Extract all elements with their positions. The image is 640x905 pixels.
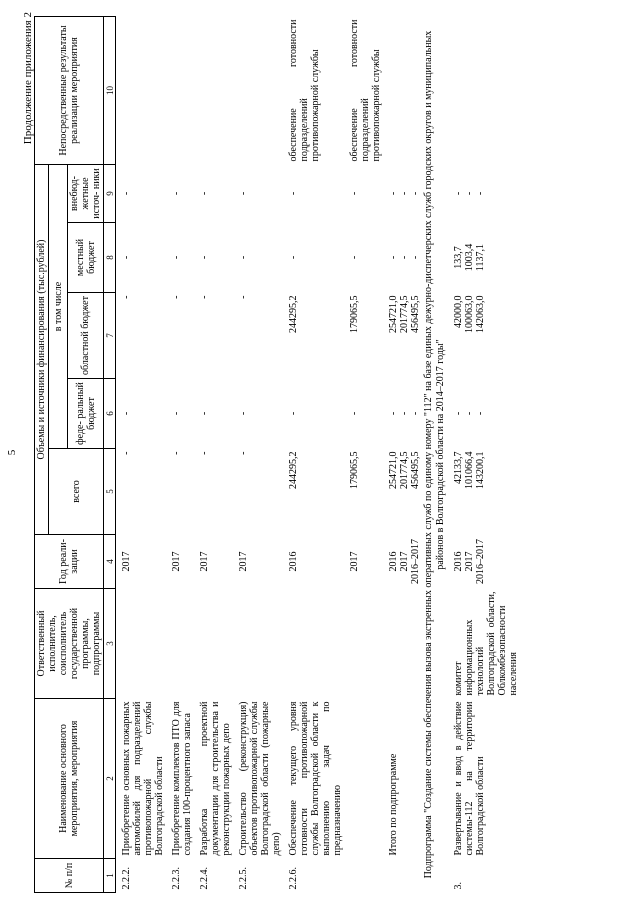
row-name: Обеспечение текущего уровня готовности противопожарной службы Волгоградской области к выполнению задач по предназначению <box>288 701 343 856</box>
row-regional <box>116 293 167 379</box>
row-regional <box>383 293 422 379</box>
row-federal-value: - <box>349 411 360 416</box>
row-result <box>116 17 167 165</box>
row-extrabudget <box>448 165 520 223</box>
column-number: 3 <box>104 589 116 699</box>
row-total-value: - <box>238 451 249 455</box>
row-year-value: 2017 <box>399 551 410 572</box>
row-result <box>448 17 520 165</box>
row-total <box>233 449 283 535</box>
row-total-value: 143200,1 <box>475 451 486 489</box>
column-numbers-row <box>104 17 116 893</box>
row-regional-value: 244295,2 <box>288 295 299 333</box>
row-regional <box>194 293 233 379</box>
row-local <box>194 223 233 293</box>
row-extrabudget-value: - <box>410 191 421 196</box>
header-financing: Объемы и источники финансирования (тыс.рублей) <box>35 165 49 535</box>
column-number: 4 <box>104 535 116 589</box>
header-total: всего <box>49 449 104 535</box>
row-federal-value: - <box>399 411 410 416</box>
row-name: Приобретение комплектов ПТО для создания 100-процентного запаса <box>171 701 193 856</box>
row-local <box>448 223 520 293</box>
page-number: 5 <box>6 449 18 456</box>
row-regional-value: 100063,0 <box>464 295 475 333</box>
row-responsible <box>194 589 233 699</box>
row-year-value: 2016 <box>388 551 399 572</box>
row-responsible <box>233 589 283 699</box>
row-year-value: 2017 <box>121 551 132 572</box>
header-year: Год реали- зации <box>35 535 104 589</box>
row-extrabudget <box>166 165 194 223</box>
row-local-value: - <box>388 255 399 260</box>
row-extrabudget-value: - <box>349 191 360 196</box>
row-extrabudget <box>194 165 233 223</box>
row-number: 2.2.6. <box>288 867 299 890</box>
row-extrabudget-value: - <box>475 191 486 196</box>
row-result <box>166 17 194 165</box>
row-total-value: - <box>199 451 210 455</box>
row-federal <box>194 379 233 449</box>
row-federal <box>448 379 520 449</box>
row-regional <box>283 293 344 379</box>
row-federal-value: - <box>453 411 464 416</box>
row-local-value: - <box>288 255 299 260</box>
row-result <box>383 17 422 165</box>
row-local-value: 1137,1 <box>475 243 486 272</box>
row-local-value: - <box>199 255 210 260</box>
row-federal-value: - <box>388 411 399 416</box>
row-year <box>116 535 167 589</box>
row-number: 2.2.4. <box>199 867 210 890</box>
row-extrabudget <box>116 165 167 223</box>
row-regional-value: 201774,5 <box>399 295 410 333</box>
row-local-value: 1003,4 <box>464 243 475 272</box>
column-number: 7 <box>104 293 116 379</box>
row-extrabudget-value: - <box>288 191 299 196</box>
row-extrabudget <box>344 165 383 223</box>
row-year-value: 2016–2017 <box>475 539 486 584</box>
header-results: Непосредственные результаты реализации мероприятия <box>35 17 104 165</box>
header-including: в том числе <box>49 165 68 449</box>
row-local <box>233 223 283 293</box>
subprogram-row <box>422 17 448 893</box>
row-local <box>344 223 383 293</box>
row-local-value: 133,7 <box>453 246 464 269</box>
row-federal-value: - <box>410 411 421 416</box>
row-local <box>116 223 167 293</box>
row-total-value: 201774,5 <box>399 451 410 489</box>
table-row <box>233 17 283 893</box>
table-row <box>383 17 422 893</box>
row-federal <box>383 379 422 449</box>
row-total-value: 42133,7 <box>453 451 464 484</box>
row-federal <box>344 379 383 449</box>
row-total <box>283 449 344 535</box>
row-number <box>344 859 383 893</box>
row-year <box>383 535 422 589</box>
header-federal: феде- ральный бюджет <box>68 379 104 449</box>
column-number: 2 <box>104 699 116 859</box>
column-number: 1 <box>104 859 116 893</box>
row-extrabudget-value: - <box>388 191 399 196</box>
row-number <box>383 859 422 893</box>
header-number: № п/п <box>35 859 104 893</box>
row-local-value: - <box>349 255 360 260</box>
row-total <box>116 449 167 535</box>
row-federal-value: - <box>238 411 249 416</box>
row-responsible <box>283 589 344 699</box>
row-federal-value: - <box>171 411 182 416</box>
row-local <box>283 223 344 293</box>
row-federal <box>166 379 194 449</box>
table-row <box>194 17 233 893</box>
row-total-value: 244295,2 <box>288 451 299 489</box>
financing-table <box>34 16 520 893</box>
row-local-value: - <box>410 255 421 260</box>
row-regional-value: 179065,5 <box>349 295 360 333</box>
row-result <box>194 17 233 165</box>
row-total-value: 101066,4 <box>464 451 475 489</box>
row-name <box>344 699 383 859</box>
row-local-value: - <box>399 255 410 260</box>
row-local-value: - <box>238 255 249 260</box>
row-year-value: 2017 <box>199 551 210 572</box>
row-extrabudget-value: - <box>464 191 475 196</box>
row-number: 2.2.3. <box>171 867 182 890</box>
row-total <box>166 449 194 535</box>
row-extrabudget <box>283 165 344 223</box>
row-total-value: 456495,5 <box>410 451 421 489</box>
table-row <box>166 17 194 893</box>
row-number: 3. <box>453 882 464 890</box>
row-total-value: - <box>171 451 182 455</box>
row-responsible <box>383 589 422 699</box>
row-year <box>344 535 383 589</box>
row-local-value: - <box>171 255 182 260</box>
row-regional <box>166 293 194 379</box>
row-extrabudget <box>233 165 283 223</box>
row-total-value: - <box>121 451 132 455</box>
row-responsible <box>166 589 194 699</box>
row-federal-value: - <box>475 411 486 416</box>
row-name: Приобретение основных пожарных автомобилей для подразделений противопожарной службы Волгоградской области <box>121 701 165 856</box>
continuation-label: Продолжение приложения 2 <box>22 12 34 145</box>
header-regional: областной бюджет <box>68 293 104 379</box>
row-regional <box>448 293 520 379</box>
row-extrabudget-value: - <box>453 191 464 196</box>
row-responsible: комитет информационных технологий Волгоградской области, Облкомбезопасности населения <box>453 591 519 696</box>
row-result <box>233 17 283 165</box>
column-number: 8 <box>104 223 116 293</box>
row-name: Строительство (реконструкция) объектов противопожарной службы Волгоградской области (пожарные депо) <box>238 701 282 856</box>
row-federal <box>116 379 167 449</box>
header-responsible: Ответственный исполнитель, соисполнитель государственной программы, подпрограммы <box>35 589 104 699</box>
row-total-value: 254721,0 <box>388 451 399 489</box>
row-year <box>448 535 520 589</box>
row-year-value: 2016 <box>288 551 299 572</box>
row-local <box>383 223 422 293</box>
row-year-value: 2017 <box>171 551 182 572</box>
table-row <box>344 17 383 893</box>
row-regional-value: - <box>121 295 132 299</box>
subprogram-title: Подпрограмма "Создание системы обеспечения вызова экстренных оперативных служб по единому номеру "112" на базе единых дежурно-диспетчерских служб городских округов и муниципальных районов в Волгоградской области на 2014–2017 годы" <box>423 30 446 879</box>
row-regional-value: 42000,0 <box>453 295 464 328</box>
row-federal-value: - <box>199 411 210 416</box>
row-regional-value: 142063,0 <box>475 295 486 333</box>
row-year-value: 2016 <box>453 551 464 572</box>
row-name: Итого по подпрограмме <box>388 753 399 856</box>
row-year <box>233 535 283 589</box>
row-year <box>283 535 344 589</box>
row-year <box>194 535 233 589</box>
row-local <box>166 223 194 293</box>
row-regional-value: 254721,0 <box>388 295 399 333</box>
row-year-value: 2017 <box>238 551 249 572</box>
row-regional-value: 456495,5 <box>410 295 421 333</box>
row-regional-value: - <box>238 295 249 299</box>
row-responsible <box>116 589 167 699</box>
table-row <box>283 17 344 893</box>
row-responsible <box>344 589 383 699</box>
row-total-value: 179065,5 <box>349 451 360 489</box>
row-name: Развертывание и ввод в действие системы-112 на территории Волгоградской области <box>453 701 486 856</box>
row-regional <box>344 293 383 379</box>
row-extrabudget-value: - <box>171 191 182 196</box>
row-federal-value: - <box>121 411 132 416</box>
row-regional-value: - <box>171 295 182 299</box>
header-local: местный бюджет <box>68 223 104 293</box>
row-total <box>448 449 520 535</box>
row-number: 2.2.5. <box>238 867 249 890</box>
row-federal-value: - <box>464 411 475 416</box>
row-federal-value: - <box>288 411 299 416</box>
table-row <box>448 17 520 893</box>
table-row <box>116 17 167 893</box>
row-local-value: - <box>121 255 132 260</box>
row-result: обеспечение готовности подразделений противопожарной службы <box>349 19 382 162</box>
row-federal <box>283 379 344 449</box>
row-regional <box>233 293 283 379</box>
column-number: 9 <box>104 165 116 223</box>
row-extrabudget-value: - <box>238 191 249 196</box>
row-extrabudget-value: - <box>199 191 210 196</box>
row-federal <box>233 379 283 449</box>
row-total <box>383 449 422 535</box>
column-number: 10 <box>104 17 116 165</box>
row-number: 2.2.2. <box>121 867 132 890</box>
row-year-value: 2017 <box>464 551 475 572</box>
row-extrabudget-value: - <box>399 191 410 196</box>
row-extrabudget <box>383 165 422 223</box>
header-name: Наименование основного мероприятия, мероприятия <box>35 699 104 859</box>
row-total <box>344 449 383 535</box>
header-extrabudget: внебюд- жетные источ- ники <box>68 165 104 223</box>
row-name: Разработка проектной документации для строительства и реконструкции пожарных депо <box>199 701 232 856</box>
row-year-value: 2017 <box>349 551 360 572</box>
row-total <box>194 449 233 535</box>
row-regional-value: - <box>199 295 210 299</box>
row-extrabudget-value: - <box>121 191 132 196</box>
column-number: 6 <box>104 379 116 449</box>
column-number: 5 <box>104 449 116 535</box>
row-year-value: 2016–2017 <box>410 539 421 584</box>
row-year <box>166 535 194 589</box>
row-result: обеспечение готовности подразделений противопожарной службы <box>288 19 321 162</box>
